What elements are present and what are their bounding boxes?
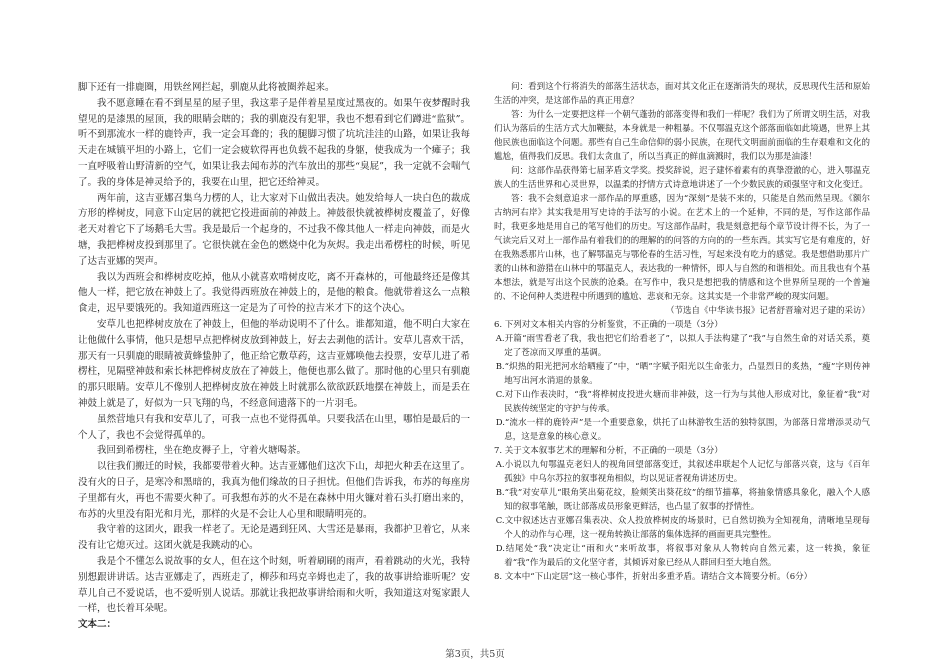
interview-paragraph: 问：这部作品获得第七届茅盾文学奖。授奖辞说，迟子建怀着素有的真挚澄澈的心，进入鄂温克族人的生活世界和心灵世界，以温柔的抒情方式诗意地讲述了一个少数民族的顽强坚守和文化变迁。 [494,166,870,190]
left-column [78,80,470,633]
passage-paragraph: 安草儿也把桦树皮放在了神鼓上，但他的举动说明不了什么。谁都知道，他不明白大家在让他做什么事情，他只是想早点把桦树皮放到神鼓上，好去去剥他的活计。安草儿喜欢干活，那天有一只驯鹿的眼睛被黄蜂蛰肿了，他正给它敷草药，这吉亚娜唤他去投票，安草儿进了希楞柱，见隔壁神鼓和索长林把桦树皮放在了神鼓上，他便也那么做了。那时他的心里只有驯鹿的那只眼睛。安草儿不像别人把桦树皮放在神鼓上时就那么欲欲跃跃地摆在神鼓上，而是丢在神鼓上就是了，好似为一只飞翔的鸟，不经意间遗落下的一片羽毛。 [78,318,470,409]
right-column [494,80,870,584]
question-6-stem: 6. 下列对文本相关内容的分析鉴赏，不正确的一项是（3分） [494,320,723,330]
question-7-option-a: A.小说以九旬鄂温克老妇人的视角回望部落变迁，其叙述串联起个人记忆与部落兴衰，这与《百年孤独》中乌尔苏拉的叙事视角相似，均以见证者视角讲述历史。 [495,460,870,484]
interview-paragraph: 答：我不会刻意追求一部作品的厚重感，因为“深刻”是装不来的，只能是自然而然呈现。《额尔古纳河右岸》其实我是用写史诗的手法写的小说。在艺术上的一个延伸，不同的是，写作这部作品时，我更多地是用自己的笔写他们的历史。写这部作品时，我是刻意把每个章节设计得不长，为了一气读完后又对上一部作品有着我们的的理解的的问答的方向的的一些东西。其实写它是有难度的，好在我熟悉那片山林，也了解鄂温克与鄂伦春的生活习性，写起来没有吃力的感觉。我是想借助那片广袤的山林和游猎在山林中的鄂温克人，表达我的一种情怀，即人与自然的和谐相处。而且我也有个基本想法，就是写出这个民族的沧桑。在写作中，我只是想把我的情感和这个世界所呈现的一个普遍的、不论何种人类进程中所遇到的尴尬、悲哀和无奈。这其实是一个非常严峻的现实问题。 [494,194,870,302]
passage-paragraph: 我是个不懂怎么说故事的女人，但在这个时刻，听着刷刷的雨声，看着跳动的火光，我特别想跟讲讲话。达吉亚娜走了，西班走了，柳莎和玛克辛姆也走了，我的故事讲给谁听呢？安草儿自己不爱说话，也不爱听别人说话。那就让我把故事讲给雨和火听，我知道这对冤家跟人一样，也长着耳朵呢。 [78,555,470,615]
page-number: 第3页，共5页 [445,649,505,660]
passage-paragraph: 虽然营地只有我和安草儿了，可我一点也不觉得孤单。只要我活在山里，哪怕是最后的一个人了，我也不会觉得孤单的。 [78,413,470,441]
question-6-option-d: D.“流水一样的鹿铃声”是一个重要意象，烘托了山林游牧生活的独特氛围，为部落日常增添灵动气息，这是意象的核心意义。 [495,418,870,442]
passage-paragraph: 我回到希楞柱，坐在绝皮褥子上，守着火塘喝茶。 [97,445,307,457]
question-6-option-a: A.开篇“雨雪看老了我，我也把它们给看老了”，以拟人手法构建了“我”与自然生命的对话关系，奠定了苍凉而又厚重的基调。 [495,334,870,358]
question-8-stem: 8. 文本中“下山定居”这一核心事件，折射出多重矛盾。请结合文本简要分析。（6分） [494,572,813,582]
interview-paragraph: 答：为什么一定要把这样一个朝气蓬勃的部落变得和我们一样呢？我们为了所谓文明生活，对我们认为落后的生活方式大加鞭挞，本身就是一种粗暴。不仅鄂温克这个部落面临如此境遇，世界上其他民族也面临这个问题。那些有自己生命信仰的弱小民族，在现代文明面前面临的生存艰难和文化的尴尬，值得我们反思。我们太贪血了，所以当真正的鲜血滴溅时，我们以为那是油漆！ [494,110,870,162]
source-citation: （节选自《中华读书报》记者舒晋瑜对迟子建的采访） [665,306,870,316]
question-7-option-d: D.结尾处“我”决定让“雨和火”来听故事，将叙事对象从人物转向自然元素，这一转换，象征着“我”作为最后的文化坚守者，其倾诉对象已经从人群回归至大地自然。 [495,544,870,568]
passage-paragraph: 我以为西班会和桦树皮吃掉，他从小就喜欢啃树皮吃，离不开森林的，可他最终还是像其他人一样，把它放在神鼓上了。我觉得西班放在神鼓上的，是他的粮食。他就带着这么一点粮食走，迟早要饿死的。我知道西班这一定是为了可怜的拉吉米才下的这个决心。 [78,271,470,315]
question-7-stem: 7. 关于文本叙事艺术的理解和分析，不正确的一项是（3分） [494,446,723,456]
interview-paragraph: 问：看到这个行将消失的部落生活状态，面对其文化正在逐渐消失的现状，反思现代生活和原始生活的冲突，是这部作品的真正用意？ [494,82,870,106]
text2-label: 文本二： [78,619,117,631]
question-7-option-c: C.文中叙述达吉亚娜召集表决、众人投放桦树皮的场景时，已自然切换为全知视角，清晰地呈现每个人的动作与心理，这一视角转换让部落的集体选择的画面更具完整性。 [495,516,870,540]
passage-paragraph: 我守着的这团火，跟我一样老了。无论是遇到狂风、大雪还是暴雨，我都护卫着它，从来没有让它熄灭过。这团火就是我跳动的心。 [78,524,470,552]
passage-paragraph: 我不愿意睡在看不到星星的屋子里，我这辈子是伴着星星度过黑夜的。如果午夜梦醒时我望见的是漆黑的屋顶，我的眼睛会瞎的；我的驯鹿没有犯罪，我也不想看到它们蹲进“监狱”。听不到那流水一样的鹿铃声，我一定会耳聋的；我的腿脚习惯了坑坑洼洼的山路，如果让我每天走在城镇平坦的小路上，它们一定会疲软得再也负载不起我的身躯，使我成为一个瘫子；我一直呼吸着山野清新的空气，如果让我去闻布苏的汽车放出的那些“臭屁”，我一定就不会喘气了。我的身体是神灵给予的，我要在山里，把它还给神灵。 [78,97,470,188]
passage-paragraph: 两年前，这吉亚娜召集乌力楞的人，让大家对下山做出表决。她发给每人一块白色的裁成方形的桦树皮，同意下山定居的就把它投进面前的神鼓上。神鼓很快就被桦树皮覆盖了，好像老天对着它下了场鹅毛大雪。我是最后一个起身的，不过我不像其他人一样走向神鼓，而是火塘，我把桦树皮投到那里了。它很快就在金色的燃烧中化为灰烬。我走出希楞柱的时候，听见了达吉亚娜的哭声。 [78,192,470,267]
passage-paragraph: 脚下还有一排鹿圈，用铁丝网拦起，驯鹿从此将被圈养起来。 [78,82,335,93]
question-6-option-c: C.对下山作表决时，“我”将桦树皮投进火塘而非神鼓，这一行为与其他人形成对比，象征着“我”对民族传统坚定的守护与传承。 [495,390,870,414]
question-7-option-b: B.“我”对安草儿“眼角笑出菊花纹，脸颊笑出葵花纹”的细节描摹，将抽象情感具象化，融入个人感知的叙事笔触，既让部落成员形象更鲜活，也凸显了叙事的抒情性。 [495,488,870,512]
passage-paragraph: 以往我们搬迁的时候，我都要带着火种。达吉亚娜他们这次下山，却把火种丢在这里了。没有火的日子，是寒冷和黑暗的，我真为他们缘故的日子担忧。但他们告诉我，布苏的每座房子里都有火，再也不需要火种了。可我想布苏的火不是在森林中用火镰对着石头打磨出来的，布苏的火里没有阳光和月光，那样的火是不会让人心里和眼睛明亮的。 [78,461,470,520]
question-6-option-b: B.“炽热的阳光把河水给晒瘦了”中，“晒”字赋予阳光以生命张力，凸显烈日的炙热，“瘦”字则传神地写出河水消退的景象。 [495,362,870,386]
